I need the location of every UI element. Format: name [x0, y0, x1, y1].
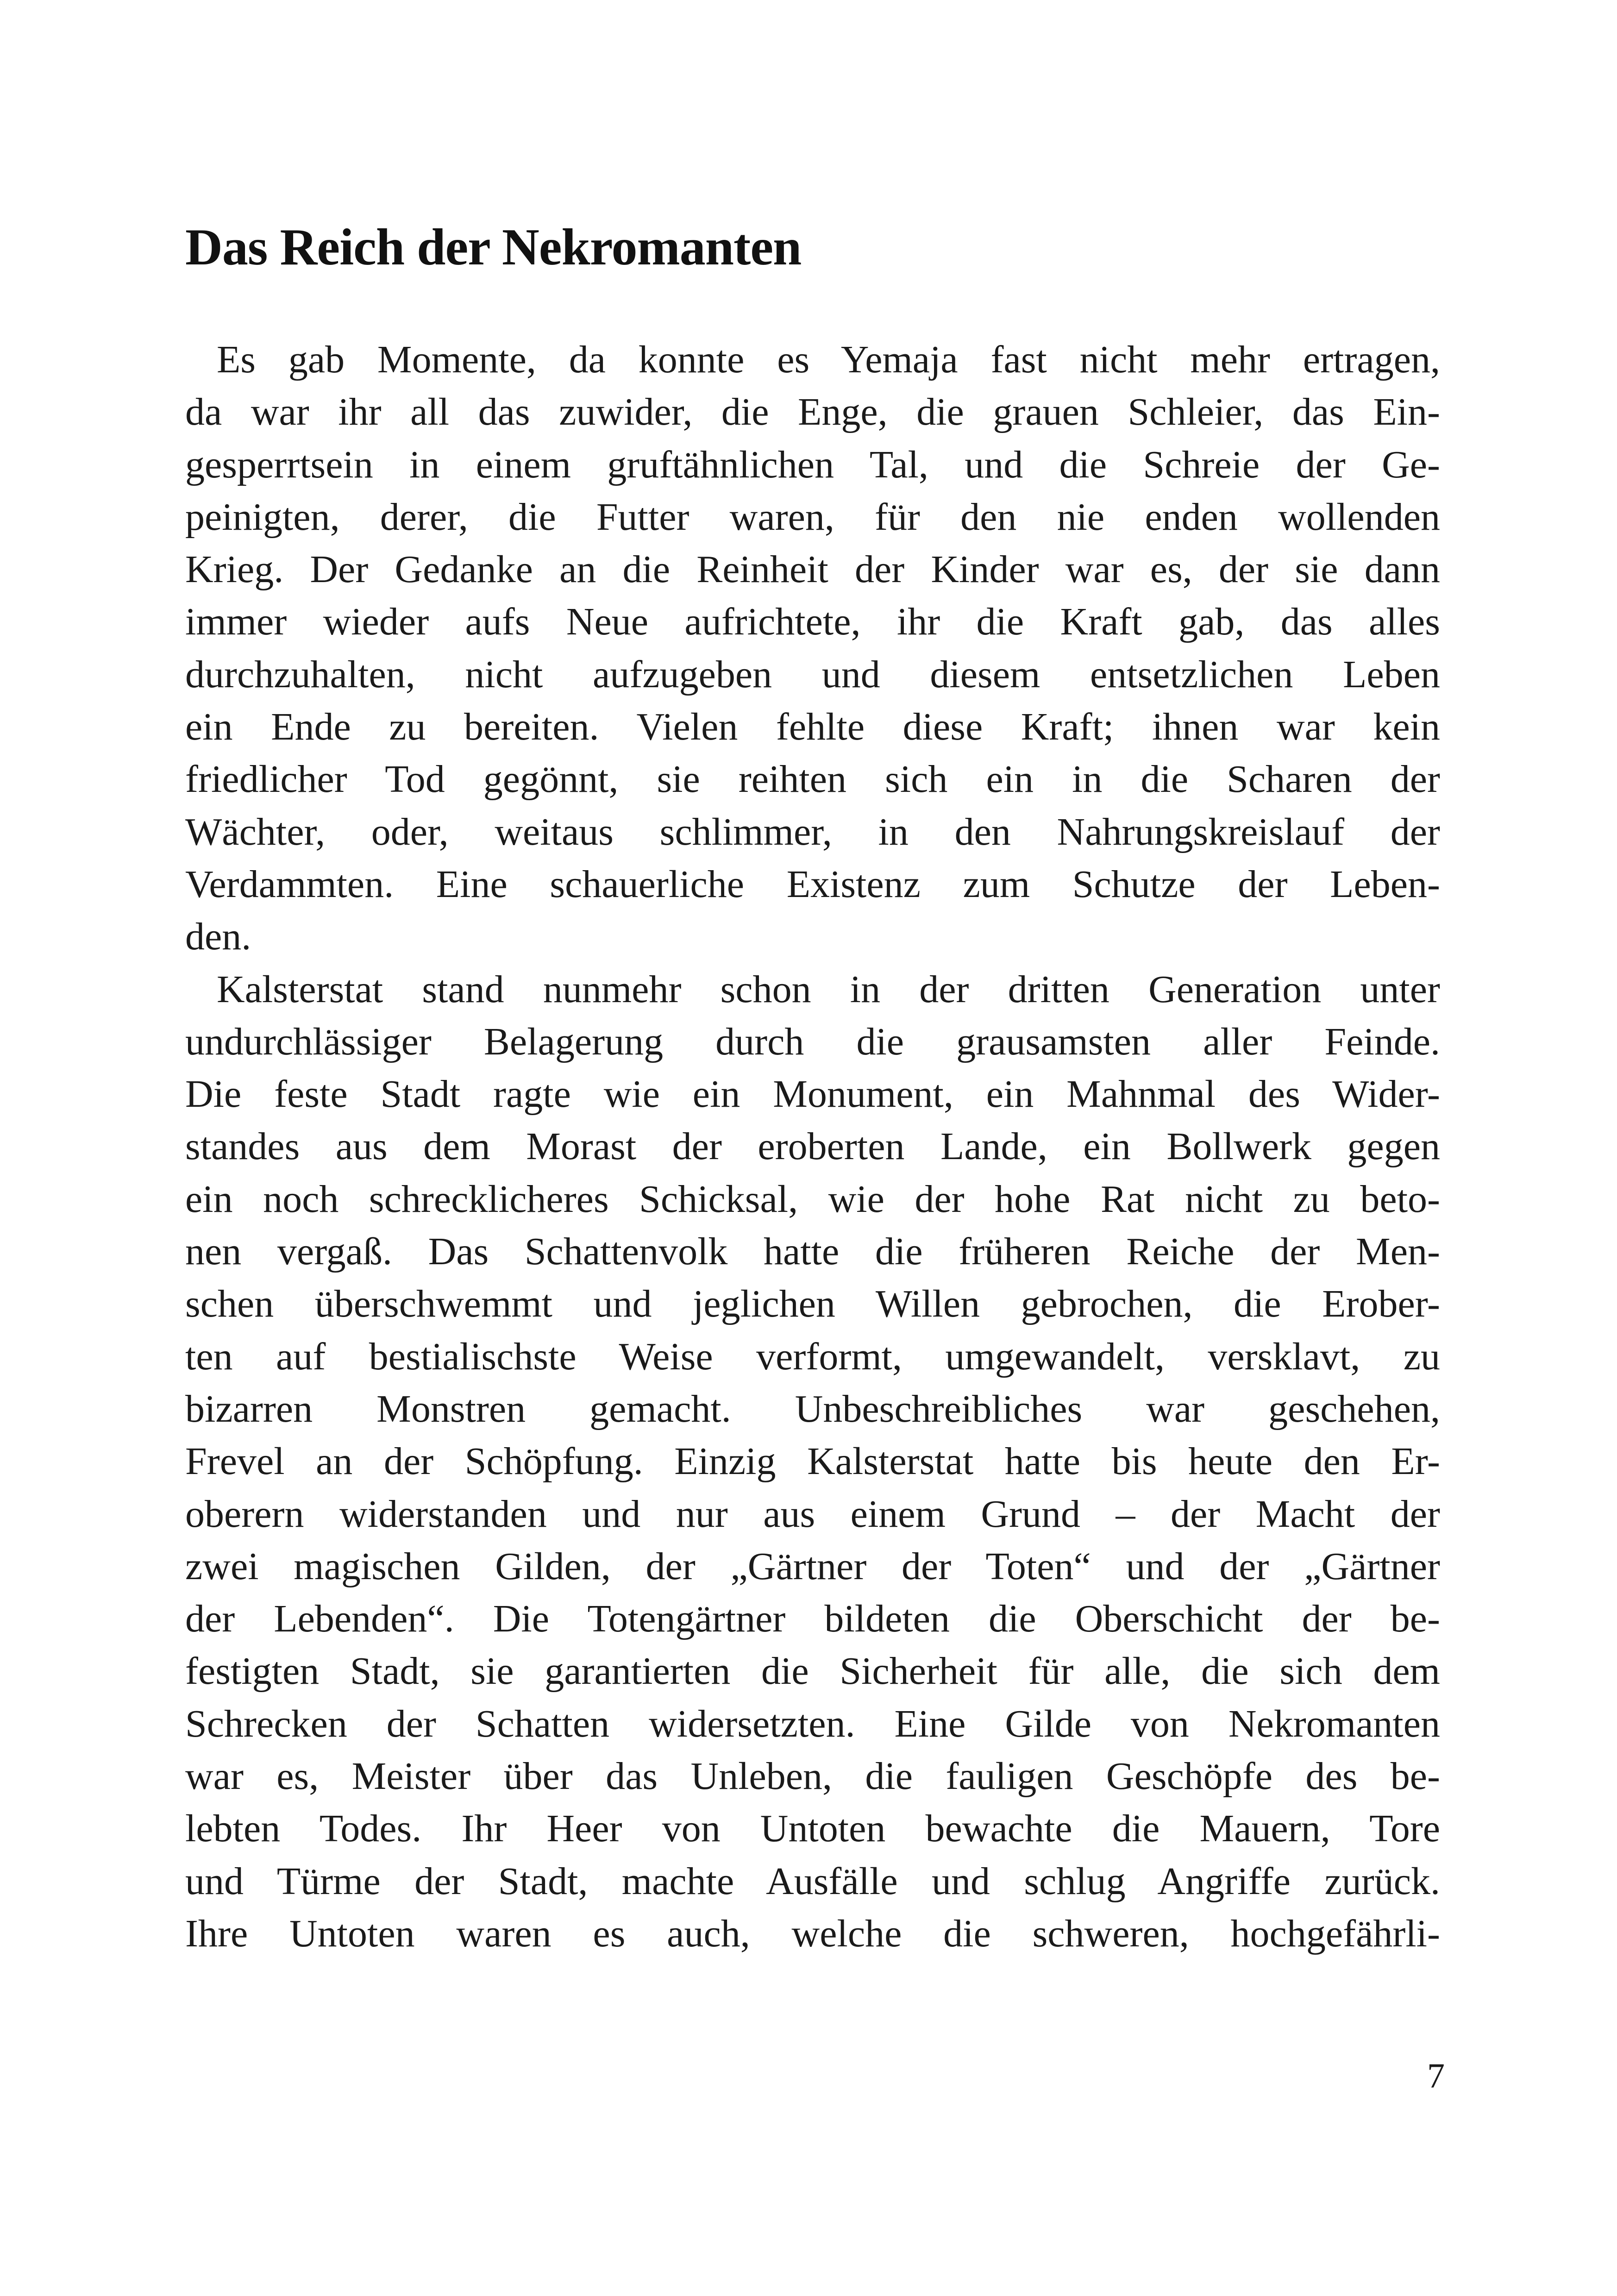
text-line: und Türme der Stadt, machte Ausfälle und schlug Angriffe zurück.	[185, 1859, 1440, 1903]
text-line: Wächter, oder, weitaus schlimmer, in den Nahrungskreislauf der	[185, 810, 1440, 853]
text-line: Verdammten. Eine schauerliche Existenz zum Schutze der Leben-	[185, 862, 1440, 906]
text-line: standes aus dem Morast der eroberten Lande, ein Bollwerk gegen	[185, 1125, 1440, 1168]
text-line: schen überschwemmt und jeglichen Willen gebrochen, die Erober-	[185, 1282, 1440, 1326]
page-number: 7	[1427, 2057, 1445, 2095]
text-line: zwei magischen Gilden, der „Gärtner der Toten“ und der „Gärtner	[185, 1544, 1440, 1588]
text-line: undurchlässiger Belagerung durch die grausamsten aller Feinde.	[185, 1020, 1440, 1063]
text-line: peinigten, derer, die Futter waren, für den nie enden wollenden	[185, 495, 1440, 539]
text-line: gesperrtsein in einem gruftähnlichen Tal, und die Schreie der Ge-	[185, 443, 1440, 486]
text-line: Die feste Stadt ragte wie ein Monument, ein Mahnmal des Wider-	[185, 1073, 1440, 1116]
text-line: Frevel an der Schöpfung. Einzig Kalsterstat hatte bis heute den Er-	[185, 1440, 1440, 1483]
paragraph	[185, 963, 1440, 1960]
text-line: da war ihr all das zuwider, die Enge, die grauen Schleier, das Ein-	[185, 390, 1440, 434]
body-text	[185, 333, 1440, 1960]
text-line: Es gab Momente, da konnte es Yemaja fast nicht mehr ertragen,	[217, 338, 1440, 381]
text-line: bizarren Monstren gemacht. Unbeschreibliches war geschehen,	[185, 1387, 1440, 1430]
text-line: Ihre Untoten waren es auch, welche die schweren, hochgefährli-	[185, 1912, 1440, 1955]
text-line: der Lebenden“. Die Totengärtner bildeten die Oberschicht der be-	[185, 1597, 1440, 1641]
text-line: ein noch schrecklicheres Schicksal, wie der hohe Rat nicht zu beto-	[185, 1177, 1440, 1221]
paragraph	[185, 333, 1440, 963]
text-line: durchzuhalten, nicht aufzugeben und diesem entsetzlichen Leben	[185, 652, 1440, 696]
text-line: ein Ende zu bereiten. Vielen fehlte diese Kraft; ihnen war kein	[185, 705, 1440, 749]
text-line: Schrecken der Schatten widersetzten. Eine Gilde von Nekromanten	[185, 1702, 1440, 1745]
chapter-title: Das Reich der Nekromanten	[185, 219, 802, 276]
text-line: lebten Todes. Ihr Heer von Untoten bewachte die Mauern, Tore	[185, 1807, 1440, 1851]
text-line: nen vergaß. Das Schattenvolk hatte die früheren Reiche der Men-	[185, 1230, 1440, 1273]
text-line: Kalsterstat stand nunmehr schon in der dritten Generation unter	[217, 967, 1440, 1011]
text-line: immer wieder aufs Neue aufrichtete, ihr die Kraft gab, das alles	[185, 600, 1440, 644]
text-line: ten auf bestialischste Weise verformt, umgewandelt, versklavt, zu	[185, 1335, 1440, 1378]
text-line: war es, Meister über das Unleben, die fauligen Geschöpfe des be-	[185, 1755, 1440, 1798]
text-line: festigten Stadt, sie garantierten die Sicherheit für alle, die sich dem	[185, 1650, 1440, 1693]
text-line: oberern widerstanden und nur aus einem Grund – der Macht der	[185, 1492, 1440, 1536]
text-line: friedlicher Tod gegönnt, sie reihten sich ein in die Scharen der	[185, 758, 1440, 801]
text-line: den.	[185, 915, 251, 959]
text-line: Krieg. Der Gedanke an die Reinheit der Kinder war es, der sie dann	[185, 548, 1440, 591]
